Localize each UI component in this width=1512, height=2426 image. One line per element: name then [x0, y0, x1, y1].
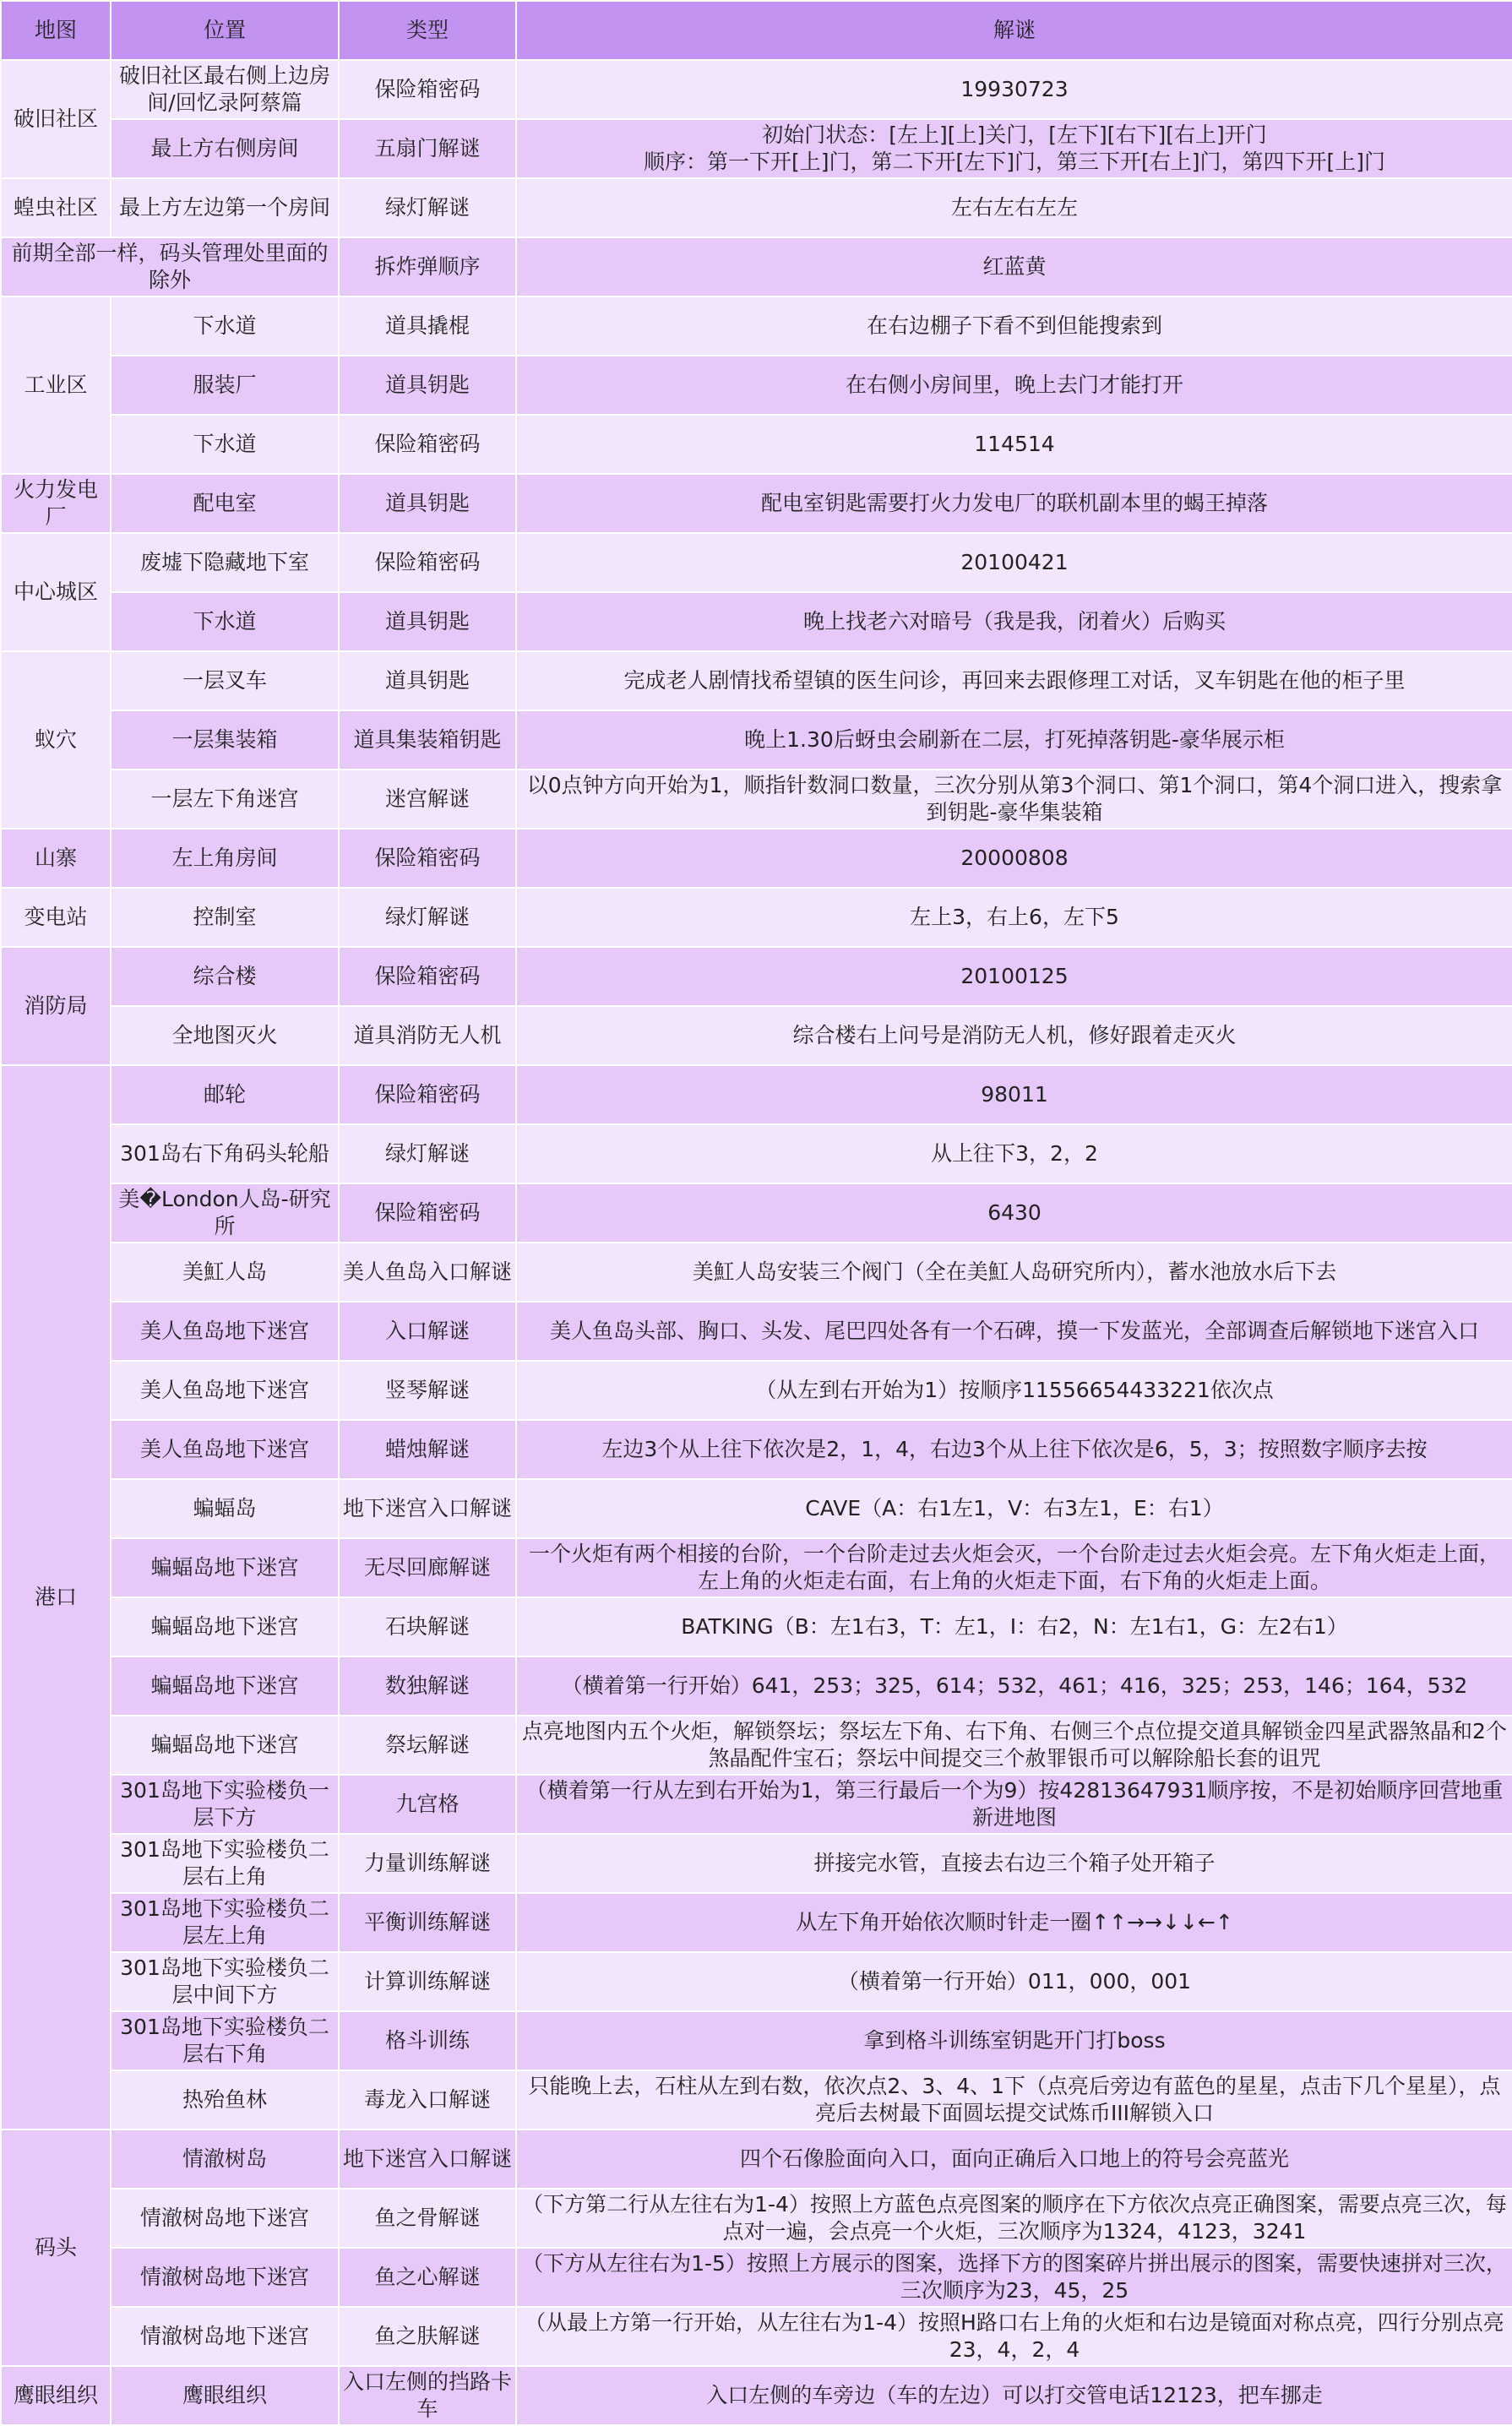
map-cell: 山寨	[1, 829, 111, 888]
table-row	[1, 1124, 1512, 1183]
table-row	[1, 829, 1512, 888]
table-row	[1, 1420, 1512, 1479]
solution-cell: 在右侧小房间里，晚上去门才能打开	[516, 356, 1512, 415]
solution-cell: 只能晚上去，石柱从左到右数，依次点2、3、4、1下（点亮后旁边有蓝色的星星，点击下几个星星），点亮后去树最下面圆坛提交试炼币III解锁入口	[516, 2070, 1512, 2130]
map-cell: 中心城区	[1, 533, 111, 651]
solution-cell: 一个火炬有两个相接的台阶，一个台阶走过去火炬会灭，一个台阶走过去火炬会亮。左下角火炬走上面，左上角的火炬走右面，右上角的火炬走下面，右下角的火炬走上面。	[516, 1538, 1512, 1597]
type-cell: 入口左侧的挡路卡车	[339, 2366, 516, 2425]
solution-cell: 左右左右左左	[516, 178, 1512, 237]
solution-cell: 拼接完水管，直接去右边三个箱子处开箱子	[516, 1834, 1512, 1893]
table-row	[1, 592, 1512, 651]
table-row	[1, 474, 1512, 533]
table-row	[1, 1479, 1512, 1538]
table-row	[1, 1834, 1512, 1893]
solution-cell: （下方第二行从左往右为1-4）按照上方蓝色点亮图案的顺序在下方依次点亮正确图案，需要点亮三次，每点对一遍，会点亮一个火炬，三次顺序为1324，4123，3241	[516, 2189, 1512, 2248]
map-cell: 前期全部一样，码头管理处里面的除外	[1, 237, 339, 296]
solution-cell: CAVE（A：右1左1，V：右3左1，E：右1）	[516, 1479, 1512, 1538]
type-cell: 道具钥匙	[339, 356, 516, 415]
location-cell: 蝙蝠岛地下迷宫	[111, 1716, 339, 1775]
table-row	[1, 356, 1512, 415]
location-cell: 最上方左边第一个房间	[111, 178, 339, 237]
type-cell: 保险箱密码	[339, 60, 516, 119]
solution-cell: 114514	[516, 415, 1512, 474]
map-cell: 码头	[1, 2130, 111, 2366]
type-cell: 保险箱密码	[339, 415, 516, 474]
table-row	[1, 2189, 1512, 2248]
location-cell: 热殆鱼林	[111, 2070, 339, 2130]
type-cell: 鱼之骨解谜	[339, 2189, 516, 2248]
table-row	[1, 710, 1512, 770]
type-cell: 无尽回廊解谜	[339, 1538, 516, 1597]
table-row	[1, 178, 1512, 237]
type-cell: 地下迷宫入口解谜	[339, 1479, 516, 1538]
table-row	[1, 1243, 1512, 1302]
table-row	[1, 1006, 1512, 1065]
table-row	[1, 2248, 1512, 2307]
map-cell: 鹰眼组织	[1, 2366, 111, 2425]
solution-cell: （横着第一行从左到右开始为1，第三行最后一个为9）按42813647931顺序按，不是初始顺序回营地重新进地图	[516, 1775, 1512, 1834]
type-cell: 祭坛解谜	[339, 1716, 516, 1775]
table-row	[1, 1952, 1512, 2011]
solution-cell: 拿到格斗训练室钥匙开门打boss	[516, 2011, 1512, 2070]
type-cell: 迷宫解谜	[339, 770, 516, 829]
solution-cell: 红蓝黄	[516, 237, 1512, 296]
solution-cell: 从上往下3，2，2	[516, 1124, 1512, 1183]
header-solution: 解谜	[516, 1, 1512, 60]
location-cell: 美人鱼岛地下迷宫	[111, 1420, 339, 1479]
table-row	[1, 947, 1512, 1006]
location-cell: 301岛地下实验楼负二层右下角	[111, 2011, 339, 2070]
location-cell: 一层叉车	[111, 651, 339, 710]
header-row	[1, 1, 1512, 60]
type-cell: 鱼之心解谜	[339, 2248, 516, 2307]
location-cell: 一层集装箱	[111, 710, 339, 770]
solution-cell: 初始门状态：[左上][上]关门，[左下][右下][右上]开门 顺序：第一下开[上]门，第二下开[左下]门，第三下开[右上]门，第四下开[上]门	[516, 119, 1512, 178]
type-cell: 格斗训练	[339, 2011, 516, 2070]
location-cell: 蝙蝠岛地下迷宫	[111, 1538, 339, 1597]
table-row	[1, 1775, 1512, 1834]
location-cell: 301岛右下角码头轮船	[111, 1124, 339, 1183]
solution-cell: BATKING（B：左1右3，T：左1，I：右2，N：左1右1，G：左2右1）	[516, 1597, 1512, 1656]
type-cell: 保险箱密码	[339, 533, 516, 592]
solution-cell: 20100421	[516, 533, 1512, 592]
location-cell: 下水道	[111, 296, 339, 356]
type-cell: 保险箱密码	[339, 1065, 516, 1124]
solution-cell: 98011	[516, 1065, 1512, 1124]
type-cell: 平衡训练解谜	[339, 1893, 516, 1952]
type-cell: 蜡烛解谜	[339, 1420, 516, 1479]
location-cell: 左上角房间	[111, 829, 339, 888]
location-cell: 301岛地下实验楼负一层下方	[111, 1775, 339, 1834]
map-cell: 破旧社区	[1, 60, 111, 178]
type-cell: 道具钥匙	[339, 651, 516, 710]
header-location: 位置	[111, 1, 339, 60]
table-row	[1, 1893, 1512, 1952]
type-cell: 道具撬棍	[339, 296, 516, 356]
table-row	[1, 415, 1512, 474]
table-row	[1, 770, 1512, 829]
table-body	[1, 60, 1512, 2425]
map-cell: 港口	[1, 1065, 111, 2130]
solution-cell: 晚上1.30后蚜虫会刷新在二层，打死掉落钥匙-豪华展示柜	[516, 710, 1512, 770]
location-cell: 全地图灭火	[111, 1006, 339, 1065]
table-row	[1, 1065, 1512, 1124]
solution-cell: 四个石像脸面向入口，面向正确后入口地上的符号会亮蓝光	[516, 2130, 1512, 2189]
solution-cell: （从左到右开始为1）按顺序11556654433221依次点	[516, 1361, 1512, 1420]
solution-cell: 6430	[516, 1183, 1512, 1243]
location-cell: 301岛地下实验楼负二层中间下方	[111, 1952, 339, 2011]
solution-cell: 晚上找老六对暗号（我是我，闭着火）后购买	[516, 592, 1512, 651]
map-cell: 工业区	[1, 296, 111, 474]
type-cell: 保险箱密码	[339, 829, 516, 888]
solution-cell: （从最上方第一行开始，从左往右为1-4）按照H路口右上角的火炬和右边是镜面对称点亮，四行分别点亮23，4，2，4	[516, 2307, 1512, 2366]
type-cell: 道具钥匙	[339, 474, 516, 533]
type-cell: 道具消防无人机	[339, 1006, 516, 1065]
type-cell: 五扇门解谜	[339, 119, 516, 178]
table-row	[1, 1538, 1512, 1597]
table-header	[1, 1, 1512, 60]
map-cell: 消防局	[1, 947, 111, 1065]
type-cell: 计算训练解谜	[339, 1952, 516, 2011]
location-cell: 情澈树岛地下迷宫	[111, 2189, 339, 2248]
solution-cell: （横着第一行开始）641，253；325，614；532，461；416，325；253，146；164，532	[516, 1656, 1512, 1716]
location-cell: 蝙蝠岛	[111, 1479, 339, 1538]
type-cell: 美人鱼岛入口解谜	[339, 1243, 516, 1302]
location-cell: 蝙蝠岛地下迷宫	[111, 1656, 339, 1716]
location-cell: 配电室	[111, 474, 339, 533]
type-cell: 绿灯解谜	[339, 888, 516, 947]
type-cell: 数独解谜	[339, 1656, 516, 1716]
table-row	[1, 119, 1512, 178]
table-row	[1, 2070, 1512, 2130]
type-cell: 入口解谜	[339, 1302, 516, 1361]
solution-cell: 19930723	[516, 60, 1512, 119]
location-cell: 一层左下角迷宫	[111, 770, 339, 829]
location-cell: 服装厂	[111, 356, 339, 415]
type-cell: 竖琴解谜	[339, 1361, 516, 1420]
location-cell: 301岛地下实验楼负二层右上角	[111, 1834, 339, 1893]
location-cell: 废墟下隐藏地下室	[111, 533, 339, 592]
location-cell: 美人鱼岛地下迷宫	[111, 1361, 339, 1420]
solution-cell: （横着第一行开始）011，000，001	[516, 1952, 1512, 2011]
solution-cell: 美魟人岛安装三个阀门（全在美魟人岛研究所内），蓄水池放水后下去	[516, 1243, 1512, 1302]
solution-cell: 完成老人剧情找希望镇的医生问诊，再回来去跟修理工对话，叉车钥匙在他的柜子里	[516, 651, 1512, 710]
solution-cell: 美人鱼岛头部、胸口、头发、尾巴四处各有一个石碑，摸一下发蓝光，全部调查后解锁地下迷宫入口	[516, 1302, 1512, 1361]
location-cell: 下水道	[111, 592, 339, 651]
type-cell: 绿灯解谜	[339, 1124, 516, 1183]
location-cell: 蝙蝠岛地下迷宫	[111, 1597, 339, 1656]
solution-cell: 20100125	[516, 947, 1512, 1006]
map-cell: 蝗虫社区	[1, 178, 111, 237]
solution-cell: 综合楼右上问号是消防无人机，修好跟着走灭火	[516, 1006, 1512, 1065]
type-cell: 地下迷宫入口解谜	[339, 2130, 516, 2189]
solution-cell: 左边3个从上往下依次是2，1，4，右边3个从上往下依次是6，5，3；按照数字顺序去按	[516, 1420, 1512, 1479]
table-row	[1, 1656, 1512, 1716]
solution-cell: （下方从左往右为1-5）按照上方展示的图案，选择下方的图案碎片拼出展示的图案，需要快速拼对三次，三次顺序为23，45，25	[516, 2248, 1512, 2307]
location-cell: 情澈树岛地下迷宫	[111, 2307, 339, 2366]
header-map: 地图	[1, 1, 111, 60]
location-cell: 美�London人岛-研究所	[111, 1183, 339, 1243]
table-row	[1, 237, 1512, 296]
table-row	[1, 1716, 1512, 1775]
location-cell: 最上方右侧房间	[111, 119, 339, 178]
location-cell: 破旧社区最右侧上边房间/回忆录阿蔡篇	[111, 60, 339, 119]
solution-cell: 入口左侧的车旁边（车的左边）可以打交管电话12123，把车挪走	[516, 2366, 1512, 2425]
solution-cell: 20000808	[516, 829, 1512, 888]
table-row	[1, 888, 1512, 947]
location-cell: 301岛地下实验楼负二层左上角	[111, 1893, 339, 1952]
table-row	[1, 2130, 1512, 2189]
table-row	[1, 1302, 1512, 1361]
type-cell: 力量训练解谜	[339, 1834, 516, 1893]
location-cell: 情澈树岛地下迷宫	[111, 2248, 339, 2307]
table-row	[1, 651, 1512, 710]
type-cell: 保险箱密码	[339, 947, 516, 1006]
type-cell: 毒龙入口解谜	[339, 2070, 516, 2130]
location-cell: 情澈树岛	[111, 2130, 339, 2189]
type-cell: 石块解谜	[339, 1597, 516, 1656]
solution-cell: 点亮地图内五个火炬，解锁祭坛；祭坛左下角、右下角、右侧三个点位提交道具解锁金四星武器煞晶和2个煞晶配件宝石；祭坛中间提交三个赦罪银币可以解除船长套的诅咒	[516, 1716, 1512, 1775]
table-row	[1, 60, 1512, 119]
location-cell: 综合楼	[111, 947, 339, 1006]
location-cell: 美人鱼岛地下迷宫	[111, 1302, 339, 1361]
type-cell: 道具钥匙	[339, 592, 516, 651]
type-cell: 拆炸弹顺序	[339, 237, 516, 296]
table-row	[1, 2307, 1512, 2366]
location-cell: 控制室	[111, 888, 339, 947]
location-cell: 鹰眼组织	[111, 2366, 339, 2425]
map-cell: 蚁穴	[1, 651, 111, 829]
solution-cell: 左上3，右上6，左下5	[516, 888, 1512, 947]
table-row	[1, 1597, 1512, 1656]
table-row	[1, 1361, 1512, 1420]
header-type: 类型	[339, 1, 516, 60]
solution-cell: 从左下角开始依次顺时针走一圈↑↑→→↓↓←↑	[516, 1893, 1512, 1952]
table-row	[1, 296, 1512, 356]
location-cell: 美魟人岛	[111, 1243, 339, 1302]
map-cell: 火力发电厂	[1, 474, 111, 533]
table-row	[1, 2366, 1512, 2425]
solution-cell: 在右边棚子下看不到但能搜索到	[516, 296, 1512, 356]
type-cell: 保险箱密码	[339, 1183, 516, 1243]
solution-cell: 配电室钥匙需要打火力发电厂的联机副本里的蝎王掉落	[516, 474, 1512, 533]
type-cell: 道具集装箱钥匙	[339, 710, 516, 770]
table-row	[1, 533, 1512, 592]
type-cell: 鱼之肤解谜	[339, 2307, 516, 2366]
map-cell: 变电站	[1, 888, 111, 947]
solution-cell: 以0点钟方向开始为1，顺指针数洞口数量，三次分别从第3个洞口、第1个洞口，第4个洞口进入，搜索拿到钥匙-豪华集装箱	[516, 770, 1512, 829]
type-cell: 绿灯解谜	[339, 178, 516, 237]
location-cell: 下水道	[111, 415, 339, 474]
type-cell: 九宫格	[339, 1775, 516, 1834]
location-cell: 邮轮	[111, 1065, 339, 1124]
table-row	[1, 1183, 1512, 1243]
table-row	[1, 2011, 1512, 2070]
